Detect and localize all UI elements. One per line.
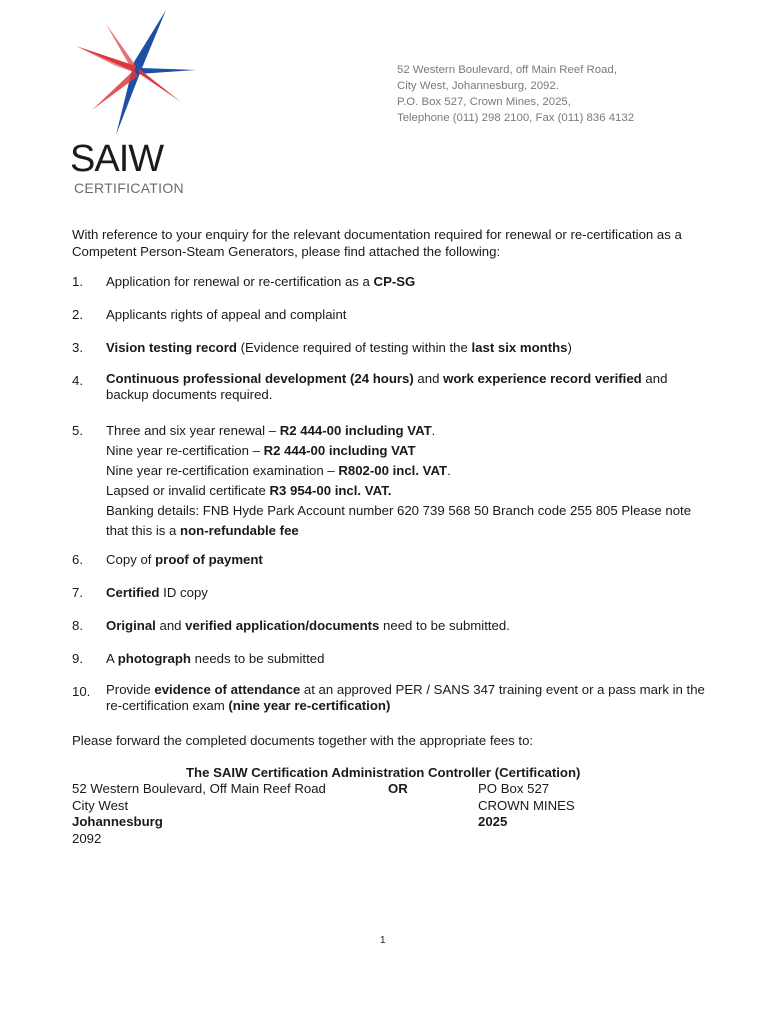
list-item-text [106,305,712,325]
list-item [72,583,712,603]
street-address-line: City West [72,797,129,813]
postal-address [478,781,575,831]
postal-address-line: PO Box 527 [478,781,550,796]
bold-text: verified application/documents [185,618,380,633]
list-item-text [106,616,712,636]
bold-text: proof of payment [155,552,263,567]
text: at an approved PER / SANS 347 training event or a pass mark in the re-certification exam [106,682,705,713]
star-logo-icon [76,10,196,140]
text: ID copy [159,585,208,600]
saiw-logo [62,10,202,196]
list-item [72,272,712,292]
text: (Evidence required of testing within the [236,340,472,355]
bold-text: (nine year re-certification) [228,698,391,713]
text: and [155,618,186,633]
text: and [413,371,444,386]
bold-text: work experience record verified [443,371,642,386]
text: Lapsed or invalid certificate [106,483,270,498]
bold-text: photograph [117,651,191,666]
street-address-code: 2092 [72,830,102,846]
letterhead-address [397,62,634,126]
bold-text: R802-00 incl. VAT [338,463,448,478]
text: . [431,423,436,438]
postal-address-line: CROWN MINES [478,797,575,813]
text: and backup documents required. [106,371,668,402]
list-item [72,682,712,714]
bold-text: Original [106,618,156,633]
list-item-text [106,421,712,541]
bold-text: Continuous professional development (24 hours) [106,371,414,386]
text: Copy of [106,552,156,567]
text: Provide [106,682,155,697]
logo-subtitle: CERTIFICATION [74,180,184,196]
list-item-number: 7. [72,585,83,600]
fee-line [106,501,712,541]
bold-text: last six months [471,340,568,355]
list-item-number: 8. [72,618,83,633]
list-item-text [106,649,712,669]
text: A [106,651,118,666]
bold-text: R2 444-00 including VAT [263,443,416,458]
page-number: 1 [380,935,386,946]
list-item-number: 1. [72,274,83,289]
text: . [447,463,451,478]
address-line: Telephone (011) 298 2100, Fax (011) 836 4132 [397,112,635,124]
or-label: OR [388,781,408,796]
list-item-text [106,550,712,570]
text: Nine year re-certification examination – [106,463,339,478]
list-item [72,616,712,636]
list-item [72,338,712,358]
list-item-text [106,338,712,358]
list-item-number: 6. [72,552,83,567]
list-item [72,421,712,541]
intro-paragraph: With reference to your enquiry for the relevant documentation required for renewal or re-certification as a Competent Person-Steam Generators, please find attached the following: [72,227,682,259]
list-item-text [106,682,712,714]
address-line: P.O. Box 527, Crown Mines, 2025, [397,96,571,108]
street-address-line: 52 Western Boulevard, Off Main Reef Road [72,781,326,796]
list-item-text [106,371,712,403]
text: need to be submitted. [379,618,510,633]
text: needs to be submitted [190,651,325,666]
bold-text: Vision testing record [106,340,237,355]
fee-line [106,421,712,441]
text: Applicants rights of appeal and complaint [106,307,347,322]
postal-address-code: 2025 [478,814,508,829]
street-address-city: Johannesburg [72,814,163,829]
list-item-number: 2. [72,307,83,322]
text: Nine year re-certification – [106,443,264,458]
fee-line [106,461,712,481]
text: Three and six year renewal – [106,423,280,438]
address-line: 52 Western Boulevard, off Main Reef Road, [397,64,617,76]
logo-wordmark: SAIW [70,138,164,180]
bold-text: R2 444-00 including VAT [279,423,432,438]
list-item-number: 4. [72,373,83,388]
street-address [72,781,326,847]
bold-text: CP-SG [373,274,416,289]
list-item [72,371,712,403]
text: ) [567,340,572,355]
list-item-number: 9. [72,651,83,666]
bold-text: evidence of attendance [154,682,301,697]
list-item-text [106,583,712,603]
list-item [72,649,712,669]
address-line: City West, Johannesburg, 2092. [397,80,559,92]
list-item-text [106,272,712,292]
fee-line [106,441,712,461]
bold-text: non-refundable fee [180,523,299,538]
closing-paragraph: Please forward the completed documents together with the appropriate fees to: [72,733,534,748]
bold-text: R3 954-00 incl. VAT. [269,483,392,498]
controller-title: The SAIW Certification Administration Controller (Certification) [186,765,581,780]
text: Banking details: FNB Hyde Park Account number 620 739 568 50 Branch code 255 805 Please note that this is a [106,503,692,538]
list-item-number: 3. [72,340,83,355]
list-item [72,305,712,325]
list-item-number: 5. [72,423,83,438]
list-item [72,550,712,570]
list-item-number: 10. [72,684,91,699]
bold-text: Certified [106,585,160,600]
text: Application for renewal or re-certification as a [106,274,374,289]
fee-line [106,481,712,501]
